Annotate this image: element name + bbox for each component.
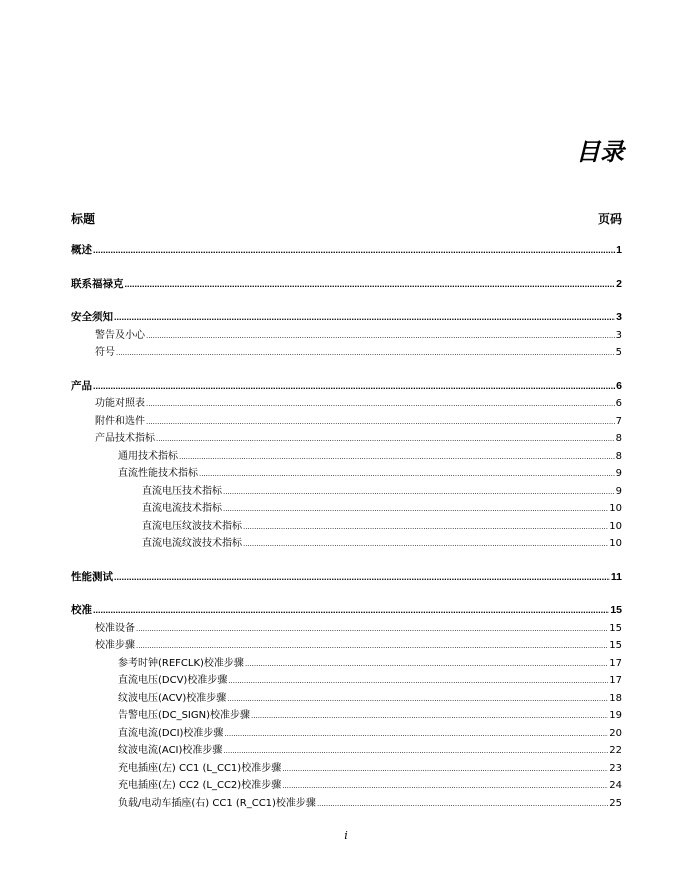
toc-entry[interactable]	[71, 430, 622, 448]
dot-leader	[146, 396, 615, 414]
dot-leader	[224, 726, 608, 744]
toc-entry-page: 7	[615, 415, 622, 427]
dot-leader	[243, 536, 608, 554]
toc-entry-page: 10	[609, 538, 622, 549]
toc-entry-title: 直流电压技术指标	[142, 485, 222, 497]
toc-entry[interactable]	[71, 655, 622, 673]
toc-entry[interactable]	[71, 760, 622, 778]
table-of-contents	[71, 242, 622, 812]
toc-entry-title: 符号	[95, 347, 115, 358]
header-page-label: 页码	[597, 212, 622, 226]
toc-entry-title: 安全须知	[71, 311, 113, 323]
toc-entry[interactable]	[71, 327, 622, 345]
dot-leader	[223, 743, 608, 761]
toc-entry-title: 概述	[71, 244, 92, 256]
dot-leader	[114, 309, 615, 327]
toc-entry-title: 警告及小心	[95, 329, 145, 341]
toc-entry-page: 6	[615, 398, 622, 409]
toc-entry[interactable]	[71, 795, 622, 813]
toc-entry[interactable]	[71, 344, 622, 362]
toc-entry-title: 校准	[71, 604, 92, 616]
toc-entry-page: 3	[615, 329, 622, 341]
dot-leader	[116, 345, 615, 363]
toc-entry-title: 充电插座(左) CC2 (L_CC2)校准步骤	[118, 780, 282, 791]
toc-entry-page: 17	[609, 657, 622, 669]
toc-entry-title: 告警电压(DC_SIGN)校准步骤	[118, 710, 251, 721]
dot-leader	[93, 378, 615, 396]
toc-entry-title: 校准步骤	[95, 640, 135, 651]
page-number: i	[344, 829, 348, 842]
toc-entry-page: 8	[615, 433, 622, 444]
section-gap	[71, 362, 622, 378]
header-title-label: 标题	[71, 212, 96, 226]
toc-entry[interactable]	[71, 725, 622, 743]
toc-entry[interactable]	[71, 602, 622, 620]
toc-entry-title: 参考时钟(REFCLK)校准步骤	[118, 657, 244, 669]
toc-entry-title: 直流电流技术指标	[142, 503, 222, 514]
toc-entry-title: 纹波电压(ACV)校准步骤	[118, 692, 227, 704]
toc-entry-page: 18	[609, 692, 622, 704]
toc-entry-page: 20	[609, 727, 622, 739]
toc-entry[interactable]	[71, 742, 622, 760]
dot-leader	[125, 276, 616, 294]
toc-entry[interactable]	[71, 672, 622, 690]
toc-entry-page: 5	[615, 347, 622, 358]
section-gap	[71, 586, 622, 602]
toc-entry[interactable]	[71, 448, 622, 466]
dot-leader	[317, 796, 608, 814]
toc-entry-page: 6	[616, 379, 622, 392]
toc-entry[interactable]	[71, 242, 622, 260]
toc-entry[interactable]	[71, 276, 622, 294]
toc-entry-title: 直流性能技术指标	[118, 468, 198, 479]
dot-leader	[93, 242, 615, 260]
toc-entry-page: 10	[609, 503, 622, 514]
toc-entry-page: 19	[609, 710, 622, 721]
toc-entry[interactable]	[71, 518, 622, 536]
dot-leader	[245, 656, 608, 674]
toc-entry[interactable]	[71, 309, 622, 327]
dot-leader	[228, 673, 608, 691]
toc-entry-title: 直流电压(DCV)校准步骤	[118, 675, 228, 686]
toc-entry-title: 直流电压纹波技术指标	[142, 520, 242, 532]
dot-leader	[146, 414, 615, 432]
toc-entry[interactable]	[71, 483, 622, 501]
toc-entry[interactable]	[71, 395, 622, 413]
toc-entry[interactable]	[71, 378, 622, 396]
toc-entry-page: 1	[616, 244, 622, 256]
toc-entry[interactable]	[71, 620, 622, 638]
dot-leader	[223, 501, 608, 519]
dot-leader	[223, 484, 615, 502]
toc-entry-page: 25	[609, 797, 622, 809]
toc-entry[interactable]	[71, 413, 622, 431]
toc-entry-page: 2	[616, 277, 622, 290]
toc-entry[interactable]	[71, 569, 622, 587]
toc-entry[interactable]	[71, 500, 622, 518]
toc-entry-page: 24	[609, 780, 622, 791]
dot-leader	[136, 638, 608, 656]
toc-entry-title: 性能测试	[71, 570, 113, 583]
toc-entry[interactable]	[71, 777, 622, 795]
toc-entry-page: 11	[610, 570, 622, 583]
toc-entry-title: 联系福禄克	[71, 277, 124, 290]
toc-entry-title: 负载/电动车插座(右) CC1 (R_CC1)校准步骤	[118, 797, 316, 809]
dot-leader	[146, 328, 615, 346]
toc-entry-page: 15	[609, 640, 622, 651]
dot-leader	[243, 519, 608, 537]
dot-leader	[199, 466, 615, 484]
toc-entry-title: 直流电流纹波技术指标	[142, 538, 242, 549]
toc-entry[interactable]	[71, 707, 622, 725]
toc-entry-title: 通用技术指标	[118, 450, 178, 462]
page-title: 目录	[576, 137, 624, 166]
toc-entry-title: 产品	[71, 379, 92, 392]
dot-leader	[282, 778, 608, 796]
toc-entry-page: 23	[609, 762, 622, 774]
dot-leader	[251, 708, 608, 726]
toc-entry-page: 3	[616, 311, 622, 323]
toc-entry-page: 10	[609, 520, 622, 532]
toc-entry-title: 附件和选件	[95, 415, 145, 427]
dot-leader	[282, 761, 608, 779]
toc-entry-page: 9	[615, 468, 622, 479]
section-gap	[71, 260, 622, 276]
toc-entry-page: 15	[609, 622, 622, 634]
section-gap	[71, 553, 622, 569]
toc-entry-page: 22	[609, 745, 622, 756]
toc-entry[interactable]	[71, 690, 622, 708]
dot-leader	[114, 569, 610, 587]
toc-entry-page: 15	[610, 604, 622, 616]
toc-entry[interactable]	[71, 637, 622, 655]
section-gap	[71, 293, 622, 309]
dot-leader	[156, 431, 615, 449]
toc-entry-title: 功能对照表	[95, 398, 145, 409]
toc-entry-page: 9	[615, 485, 622, 497]
toc-entry-page: 17	[609, 675, 622, 686]
dot-leader	[136, 621, 608, 639]
dot-leader	[227, 691, 608, 709]
dot-leader	[179, 449, 615, 467]
dot-leader	[93, 602, 609, 620]
toc-entry-title: 纹波电流(ACI)校准步骤	[118, 745, 223, 756]
toc-entry-title: 充电插座(左) CC1 (L_CC1)校准步骤	[118, 762, 282, 774]
toc-entry-title: 产品技术指标	[95, 433, 155, 444]
toc-entry-title: 直流电流(DCI)校准步骤	[118, 727, 224, 739]
toc-entry[interactable]	[71, 465, 622, 483]
toc-entry[interactable]	[71, 535, 622, 553]
toc-entry-page: 8	[615, 450, 622, 462]
toc-entry-title: 校准设备	[95, 622, 135, 634]
